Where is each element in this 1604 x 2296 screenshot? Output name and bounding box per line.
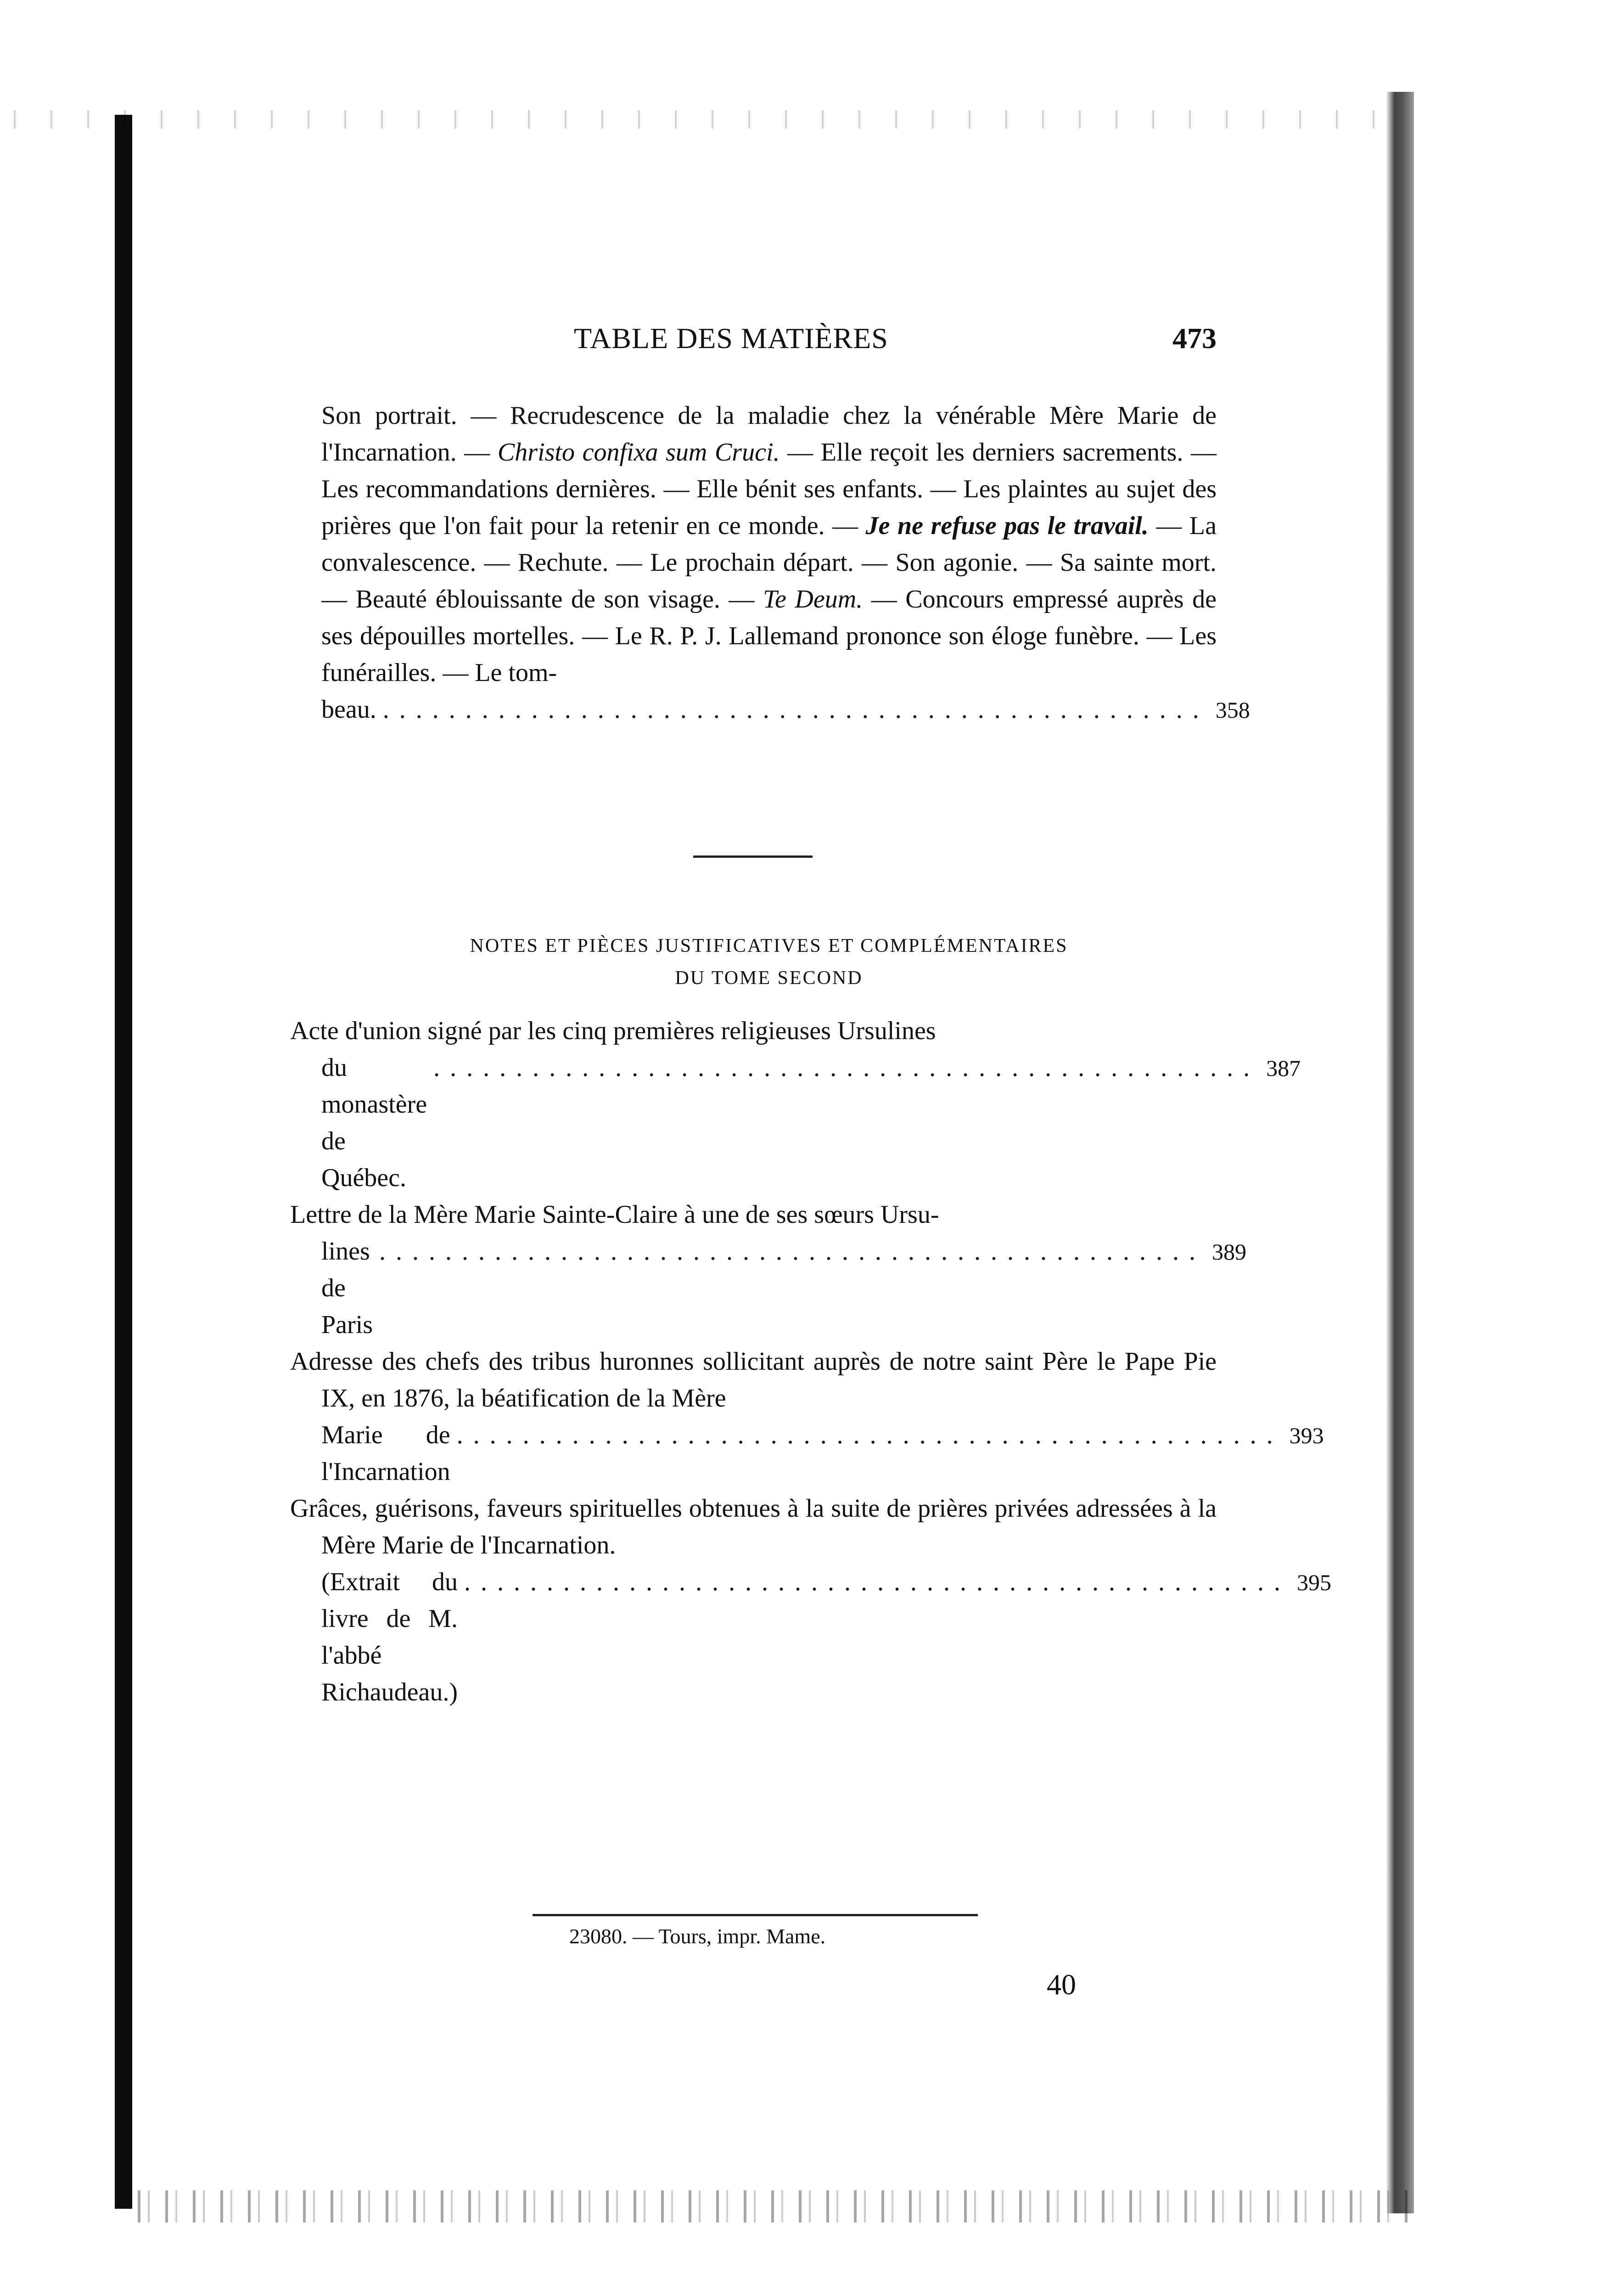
latin-quote: Christo confixa sum Cruci. (497, 438, 780, 467)
note-page: 395 (1296, 1570, 1331, 1595)
leader-dots: .................................................. (464, 1568, 1290, 1596)
note-leader-line: du monastère de Québec. .................................................. 387 (321, 1049, 1217, 1196)
note-leader-line: lines de Paris .................................................. 389 (321, 1233, 1217, 1343)
signature-mark: 40 (1047, 1968, 1076, 2001)
running-head (321, 321, 1217, 363)
leader-dots: .................................................. (456, 1421, 1283, 1449)
entry-text: Son portrait. — Recrudescence de la maladie chez la vénérable Mère Marie de l'Incarnation. — Christo confixa sum Cruci. — Elle reçoit les derniers sacrements. — Les recommandations dernières. — Elle bénit ses enfants. — Les plaintes au sujet des prières que l'on fait pour la retenir en ce monde. — Je ne refuse pas le travail. — La convalescence. — Rechute. — Le prochain départ. — Son agonie. — Sa sainte mort. — Beauté éblouissante de son visage. — Te Deum. — Concours empressé auprès de ses dépouilles mortelles. — Le R. P. J. Lallemand prononce son éloge funèbre. — Les funérailles. — Le tom- (321, 401, 1217, 687)
entry-page: 358 (1215, 697, 1250, 723)
leader-dots: .................................................. (379, 1237, 1206, 1266)
notes-list (290, 1013, 1331, 1711)
note-page: 393 (1289, 1423, 1324, 1448)
toc-entry-main (321, 397, 1250, 728)
footer-rule (533, 1914, 978, 1916)
leader-dots: .................................................. (433, 1053, 1260, 1082)
scan-bottom-noise (138, 2190, 1414, 2223)
scan-right-edge (1386, 92, 1414, 2213)
section-heading-line2: DU TOME SECOND (675, 968, 863, 989)
running-title: TABLE DES MATIÈRES (574, 322, 888, 355)
note-item: Lettre de la Mère Marie Sainte-Claire à une de ses sœurs Ursu- lines de Paris .................................................. 389 (290, 1196, 1217, 1343)
note-item: Adresse des chefs des tribus huronnes sollicitant auprès de notre saint Père le Pape Pie IX, en 1876, la béatification de la Mère Marie de l'Incarnation .................................................. 393 (290, 1343, 1217, 1490)
note-item: Grâces, guérisons, faveurs spirituelles obtenues à la suite de prières privées adressées à la Mère Marie de l'Incarnation. (Extrait du livre de M. l'abbé Richaudeau.) .................................................. 395 (290, 1490, 1217, 1711)
note-page: 389 (1212, 1239, 1246, 1265)
page-number: 473 (1172, 322, 1217, 355)
section-divider (693, 855, 813, 858)
scan-left-edge (115, 115, 132, 2209)
note-leader-line: (Extrait du livre de M. l'abbé Richaudeau.) .................................................. 395 (321, 1564, 1217, 1711)
entry-leader-line (321, 691, 1250, 728)
quote-refuse: Je ne refuse pas le travail. (865, 512, 1149, 540)
section-heading-line1: NOTES ET PIÈCES JUSTIFICATIVES ET COMPLÉMENTAIRES (470, 935, 1068, 957)
leader-dots: .................................................. (382, 695, 1209, 724)
section-heading (321, 930, 1217, 994)
te-deum: Te Deum. (763, 585, 863, 613)
scan-top-noise (0, 110, 1377, 129)
note-item: Acte d'union signé par les cinq premières religieuses Ursulines du monastère de Québec. .................................................. 387 (290, 1013, 1217, 1196)
note-leader-line: Marie de l'Incarnation .................................................. 393 (321, 1417, 1217, 1490)
printer-note: 23080. — Tours, impr. Mame. (569, 1925, 826, 1948)
entry-last-line: beau. (321, 695, 376, 724)
note-page: 387 (1266, 1055, 1301, 1081)
